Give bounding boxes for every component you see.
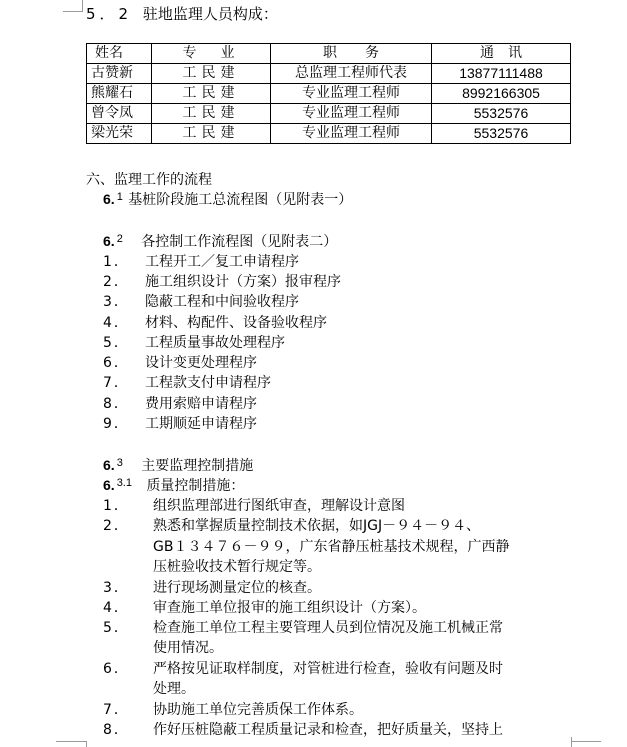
table-row [87, 64, 571, 84]
list-item-number: 6． [103, 355, 130, 371]
section-6-3-1-number [103, 478, 132, 494]
page-corner-mark-bottom-left-v [86, 741, 87, 747]
page-corner-mark-top-horizontal [63, 11, 82, 12]
section-6-1-heading [103, 192, 352, 207]
list-item: 进行现场测量定位的核查。 [153, 580, 321, 596]
list-item-number: 5． [103, 335, 130, 351]
list-item-number: 7． [103, 375, 130, 391]
list-item: 工程款支付申请程序 [145, 375, 271, 391]
section-6-3-number [103, 458, 123, 474]
staff-name: 熊耀石 [87, 84, 152, 104]
page-corner-mark-bottom-right-h [571, 741, 601, 742]
list-item-number: 4． [103, 600, 130, 616]
staff-contact: 5532576 [432, 124, 571, 144]
section-5-2-heading [86, 7, 278, 22]
section-6-3-1-title: 质量控制措施： [146, 478, 245, 494]
list-item-number: 7． [103, 702, 130, 718]
list-item: 工程开工／复工申请程序 [145, 254, 299, 270]
list-item: 工程质量事故处理程序 [145, 335, 285, 351]
section-number-major: 6. [103, 457, 115, 473]
section-6-3-title: 主要监理控制措施 [141, 458, 254, 474]
staff-specialty: 工民建 [152, 104, 271, 124]
section-6-2-title: 各控制工作流程图（见附表二） [141, 234, 338, 250]
section-number-minor: 3 [116, 457, 123, 469]
staff-contact: 13877111488 [432, 64, 571, 84]
section-6-2-heading [103, 234, 337, 249]
list-item-number: 5． [103, 620, 130, 636]
section-number-major: 6. [103, 191, 115, 207]
table-header-row [87, 44, 571, 64]
header-specialty: 专 业 [152, 44, 271, 64]
header-name: 姓名 [87, 44, 152, 64]
list-item-number: 1． [103, 498, 130, 514]
staff-position: 总监理工程师代表 [271, 64, 432, 84]
list-item-line: 严格按见证取样制度，对管桩进行检查，验收有问题及时 [153, 661, 503, 677]
list-item: 费用索赔申请程序 [145, 396, 257, 412]
list-item-number: 1． [103, 254, 130, 270]
list-item-line: GB１３４７６－９９，广东省静压桩基技术规程，广西静 [153, 539, 510, 555]
section-number-minor: 1 [116, 191, 123, 203]
list-item: 施工组织设计（方案）报审程序 [145, 274, 341, 290]
list-item-line: 压桩验收技术暂行规定等。 [153, 559, 321, 575]
section-5-2-number: 5．2 [86, 5, 133, 23]
list-item-number: 3． [103, 580, 130, 596]
section-number-major: 6. [103, 477, 115, 493]
staff-contact: 5532576 [432, 104, 571, 124]
staff-position: 专业监理工程师 [271, 124, 432, 144]
staff-position: 专业监理工程师 [271, 104, 432, 124]
list-item-number: 3． [103, 294, 130, 310]
list-item: 组织监理部进行图纸审查，理解设计意图 [153, 498, 405, 514]
list-item: 材料、构配件、设备验收程序 [145, 315, 327, 331]
section-6-2-number [103, 234, 123, 250]
section-6-3-heading [103, 458, 253, 473]
page-corner-mark-bottom-right-v [571, 737, 572, 747]
list-item-line: 检查施工单位工程主要管理人员到位情况及施工机械正常 [153, 620, 503, 636]
section-number-minor: 2 [116, 233, 123, 245]
page-corner-mark-bottom-left-h [56, 741, 86, 742]
section-6-1-title: 基桩阶段施工总流程图（见附表一） [128, 192, 353, 208]
list-item-line: 使用情况。 [153, 640, 223, 656]
section-6-3-1-heading [103, 478, 244, 493]
staff-position: 专业监理工程师 [271, 84, 432, 104]
list-item-line: 熟悉和掌握质量控制技术依据，如JGJ－９４－９４、 [153, 518, 481, 534]
staff-name: 古赞新 [87, 64, 152, 84]
list-item: 隐蔽工程和中间验收程序 [145, 294, 299, 310]
list-item-number: 2． [103, 274, 130, 290]
list-item: 审查施工单位报审的施工组织设计（方案）。 [153, 600, 426, 616]
staff-name: 梁光荣 [87, 124, 152, 144]
staff-contact: 8992166305 [432, 84, 571, 104]
page-corner-mark-top-vertical [82, 0, 83, 12]
list-item: 协助施工单位完善质保工作体系。 [153, 702, 363, 718]
list-item: 设计变更处理程序 [145, 355, 257, 371]
section-5-2-title: 驻地监理人员构成： [142, 5, 278, 23]
section-6-1-number [103, 192, 123, 208]
table-row [87, 84, 571, 104]
list-item-number: 6． [103, 661, 130, 677]
staff-name: 曾令凤 [87, 104, 152, 124]
staff-specialty: 工民建 [152, 124, 271, 144]
table-row [87, 124, 571, 144]
list-item-number: 8． [103, 722, 130, 738]
staff-specialty: 工民建 [152, 84, 271, 104]
list-item-number: 2． [103, 518, 130, 534]
list-item-number: 8． [103, 396, 130, 412]
list-item-number: 9． [103, 416, 130, 432]
section-number-major: 6. [103, 233, 115, 249]
staff-table [86, 43, 571, 144]
section-6-heading: 六、监理工作的流程 [86, 172, 212, 188]
header-position: 职 务 [271, 44, 432, 64]
list-item: 工期顺延申请程序 [145, 416, 257, 432]
staff-specialty: 工民建 [152, 64, 271, 84]
table-row [87, 104, 571, 124]
list-item: 作好压桩隐蔽工程质量记录和检查，把好质量关，坚持上 [153, 722, 503, 738]
list-item-number: 4． [103, 315, 130, 331]
header-contact: 通 讯 [432, 44, 571, 64]
section-number-minor: 3.1 [116, 477, 132, 489]
list-item-line: 处理。 [153, 681, 195, 697]
